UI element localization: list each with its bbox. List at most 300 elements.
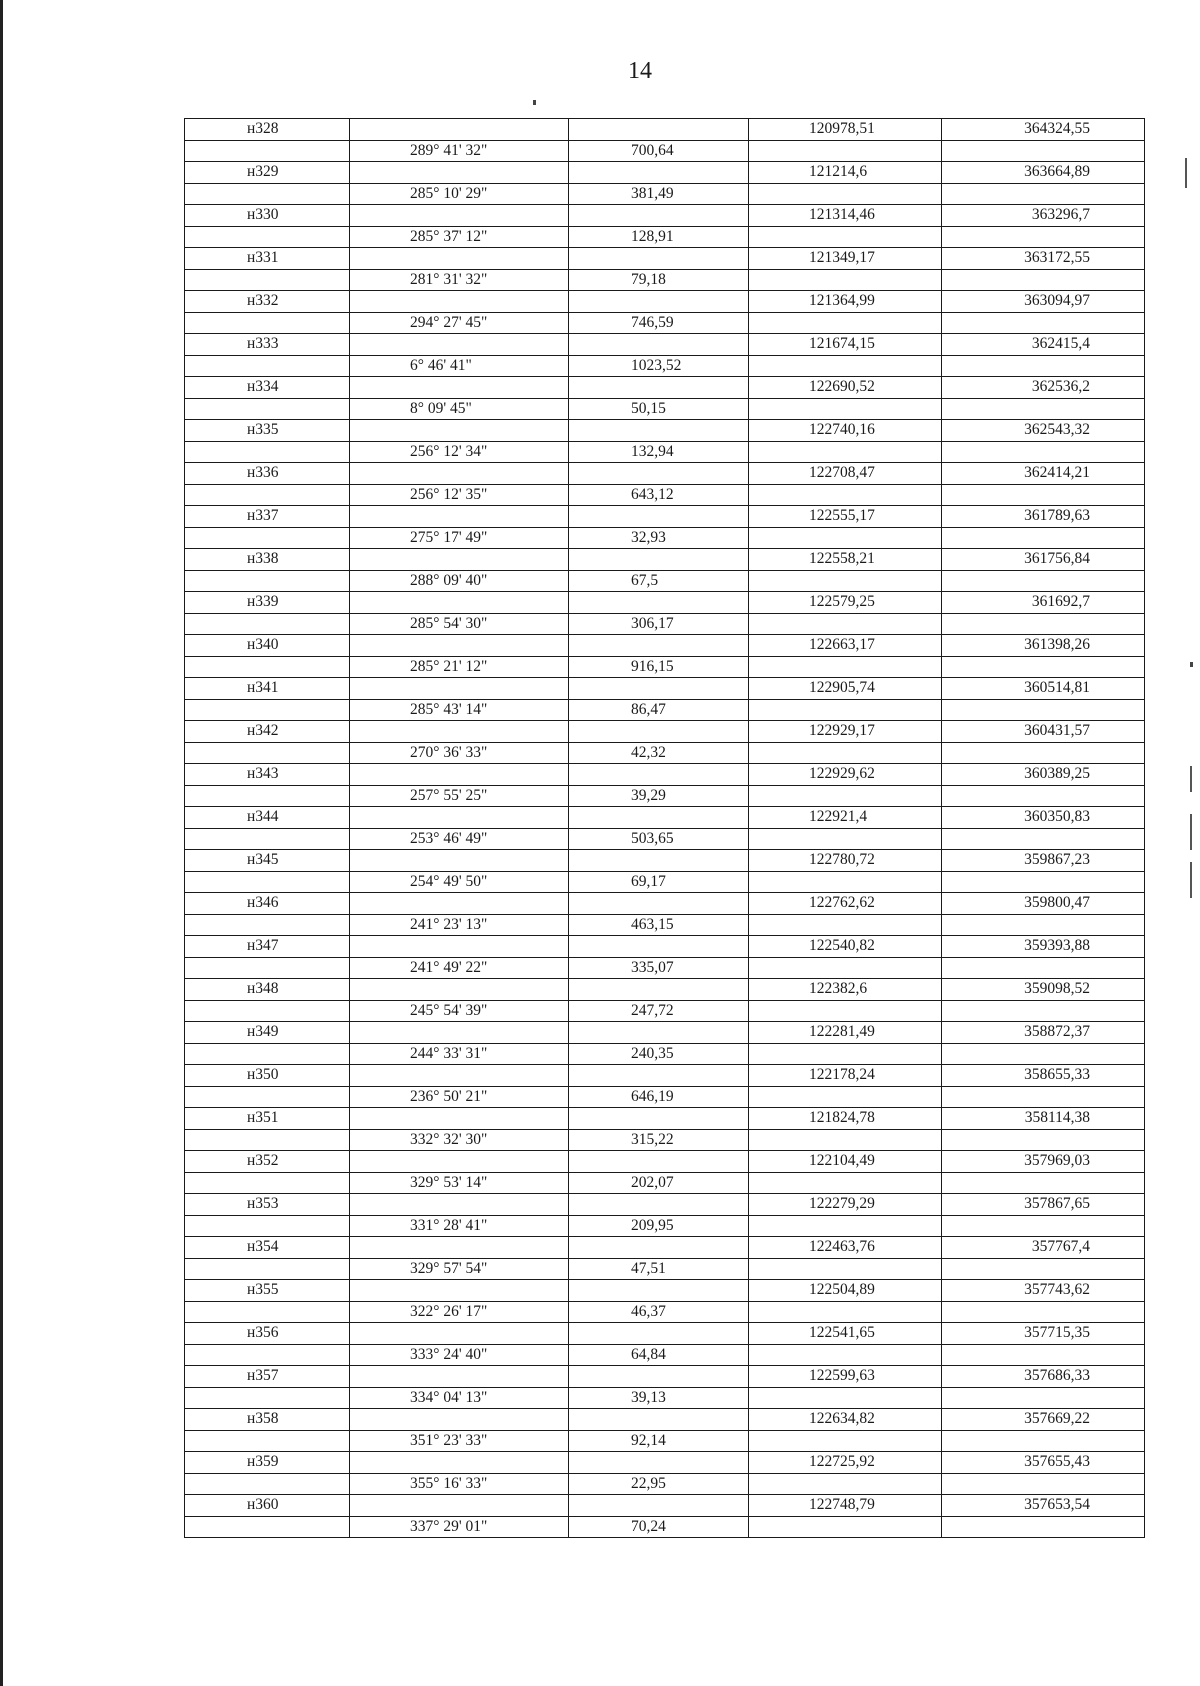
length-cell [569,721,749,743]
y-coordinate-cell [942,1000,1145,1022]
angle-cell [350,1452,569,1474]
y-coordinate-cell [942,1086,1145,1108]
point-cell [185,355,350,377]
y-coordinate-cell [942,226,1145,248]
length-cell [569,1409,749,1431]
length-cell [569,1366,749,1388]
angle-cell: 351° 23' 33" [350,1430,569,1452]
point-cell [185,613,350,635]
angle-cell [350,1194,569,1216]
y-coordinate-cell [942,1473,1145,1495]
angle-cell [350,1366,569,1388]
length-cell [569,936,749,958]
angle-cell: 8° 09' 45" [350,398,569,420]
segment-row [185,828,1145,850]
table-body [185,119,1145,1538]
x-coordinate-cell: 121349,17 [749,248,942,270]
segment-row [185,656,1145,678]
y-coordinate-cell [942,269,1145,291]
point-cell: н350 [185,1065,350,1087]
point-cell: н341 [185,678,350,700]
point-cell: н335 [185,420,350,442]
y-coordinate-cell: 357669,22 [942,1409,1145,1431]
angle-cell: 285° 43' 14" [350,699,569,721]
angle-cell: 270° 36' 33" [350,742,569,764]
x-coordinate-cell: 122178,24 [749,1065,942,1087]
point-cell [185,312,350,334]
segment-row [185,570,1145,592]
y-coordinate-cell [942,355,1145,377]
segment-row [185,1430,1145,1452]
segment-row [185,1301,1145,1323]
length-cell: 92,14 [569,1430,749,1452]
angle-cell [350,549,569,571]
point-cell: н338 [185,549,350,571]
y-coordinate-cell: 357655,43 [942,1452,1145,1474]
y-coordinate-cell: 363296,7 [942,205,1145,227]
length-cell: 381,49 [569,183,749,205]
point-cell [185,1129,350,1151]
segment-row [185,699,1145,721]
angle-cell [350,463,569,485]
y-coordinate-cell [942,312,1145,334]
angle-cell [350,1022,569,1044]
point-row [185,1452,1145,1474]
y-coordinate-cell [942,140,1145,162]
point-cell [185,957,350,979]
segment-row [185,871,1145,893]
x-coordinate-cell [749,613,942,635]
x-coordinate-cell: 122929,62 [749,764,942,786]
segment-row [185,1387,1145,1409]
point-row [185,1194,1145,1216]
point-cell [185,1301,350,1323]
y-coordinate-cell: 361398,26 [942,635,1145,657]
y-coordinate-cell: 359867,23 [942,850,1145,872]
angle-cell [350,119,569,141]
point-cell: н348 [185,979,350,1001]
x-coordinate-cell [749,527,942,549]
x-coordinate-cell: 121674,15 [749,334,942,356]
angle-cell: 337° 29' 01" [350,1516,569,1538]
point-cell: н342 [185,721,350,743]
point-row [185,936,1145,958]
y-coordinate-cell [942,398,1145,420]
length-cell: 1023,52 [569,355,749,377]
y-coordinate-cell [942,484,1145,506]
y-coordinate-cell: 361692,7 [942,592,1145,614]
angle-cell: 329° 57' 54" [350,1258,569,1280]
angle-cell [350,807,569,829]
x-coordinate-cell: 122663,17 [749,635,942,657]
length-cell: 503,65 [569,828,749,850]
length-cell [569,1151,749,1173]
length-cell: 79,18 [569,269,749,291]
y-coordinate-cell: 357653,54 [942,1495,1145,1517]
x-coordinate-cell [749,355,942,377]
angle-cell [350,678,569,700]
point-row [185,1280,1145,1302]
length-cell [569,764,749,786]
point-row [185,1409,1145,1431]
point-cell [185,484,350,506]
point-cell: н346 [185,893,350,915]
x-coordinate-cell [749,1129,942,1151]
x-coordinate-cell: 122634,82 [749,1409,942,1431]
x-coordinate-cell: 122540,82 [749,936,942,958]
y-coordinate-cell [942,441,1145,463]
coordinates-table [184,118,1145,1538]
point-cell [185,785,350,807]
point-row [185,291,1145,313]
segment-row [185,1516,1145,1538]
point-cell [185,656,350,678]
angle-cell [350,1108,569,1130]
point-cell: н354 [185,1237,350,1259]
length-cell [569,893,749,915]
point-cell [185,1215,350,1237]
x-coordinate-cell: 121364,99 [749,291,942,313]
x-coordinate-cell: 122104,49 [749,1151,942,1173]
point-row [185,1065,1145,1087]
angle-cell [350,979,569,1001]
length-cell: 47,51 [569,1258,749,1280]
x-coordinate-cell: 122558,21 [749,549,942,571]
length-cell: 50,15 [569,398,749,420]
angle-cell [350,1065,569,1087]
x-coordinate-cell [749,914,942,936]
point-row [185,506,1145,528]
point-row [185,1237,1145,1259]
angle-cell: 288° 09' 40" [350,570,569,592]
y-coordinate-cell: 357743,62 [942,1280,1145,1302]
length-cell: 335,07 [569,957,749,979]
y-coordinate-cell [942,570,1145,592]
point-row [185,1366,1145,1388]
angle-cell [350,1495,569,1517]
x-coordinate-cell [749,1043,942,1065]
point-cell [185,441,350,463]
x-coordinate-cell [749,1344,942,1366]
y-coordinate-cell [942,871,1145,893]
x-coordinate-cell: 121214,6 [749,162,942,184]
x-coordinate-cell: 122780,72 [749,850,942,872]
point-cell: н334 [185,377,350,399]
point-row [185,463,1145,485]
x-coordinate-cell [749,871,942,893]
y-coordinate-cell [942,1215,1145,1237]
segment-row [185,183,1145,205]
angle-cell: 254° 49' 50" [350,871,569,893]
angle-cell [350,334,569,356]
angle-cell: 332° 32' 30" [350,1129,569,1151]
angle-cell [350,377,569,399]
x-coordinate-cell: 122599,63 [749,1366,942,1388]
point-cell: н339 [185,592,350,614]
point-cell: н349 [185,1022,350,1044]
angle-cell [350,936,569,958]
y-coordinate-cell: 358872,37 [942,1022,1145,1044]
segment-row [185,441,1145,463]
y-coordinate-cell [942,785,1145,807]
y-coordinate-cell: 362414,21 [942,463,1145,485]
y-coordinate-cell [942,699,1145,721]
point-row [185,334,1145,356]
angle-cell [350,420,569,442]
y-coordinate-cell: 364324,55 [942,119,1145,141]
length-cell [569,119,749,141]
y-coordinate-cell [942,1430,1145,1452]
angle-cell [350,635,569,657]
y-coordinate-cell [942,1172,1145,1194]
point-cell [185,1516,350,1538]
angle-cell [350,1280,569,1302]
x-coordinate-cell: 122905,74 [749,678,942,700]
angle-cell [350,850,569,872]
y-coordinate-cell [942,828,1145,850]
length-cell: 39,29 [569,785,749,807]
scan-mark [1190,814,1192,850]
point-cell: н360 [185,1495,350,1517]
y-coordinate-cell: 363664,89 [942,162,1145,184]
y-coordinate-cell [942,914,1145,936]
point-cell: н331 [185,248,350,270]
angle-cell: 256° 12' 34" [350,441,569,463]
segment-row [185,355,1145,377]
point-cell [185,1258,350,1280]
length-cell: 39,13 [569,1387,749,1409]
point-cell [185,140,350,162]
scan-speck [1190,662,1193,667]
segment-row [185,785,1145,807]
angle-cell: 6° 46' 41" [350,355,569,377]
point-cell [185,1430,350,1452]
segment-row [185,398,1145,420]
length-cell: 22,95 [569,1473,749,1495]
angle-cell: 334° 04' 13" [350,1387,569,1409]
point-cell: н340 [185,635,350,657]
y-coordinate-cell: 358114,38 [942,1108,1145,1130]
angle-cell: 322° 26' 17" [350,1301,569,1323]
point-cell: н355 [185,1280,350,1302]
angle-cell [350,1237,569,1259]
length-cell [569,1495,749,1517]
scan-mark [1190,862,1192,898]
length-cell [569,592,749,614]
y-coordinate-cell [942,1516,1145,1538]
length-cell [569,291,749,313]
y-coordinate-cell [942,183,1145,205]
x-coordinate-cell [749,1258,942,1280]
x-coordinate-cell [749,656,942,678]
point-cell [185,742,350,764]
x-coordinate-cell: 122921,4 [749,807,942,829]
length-cell [569,807,749,829]
x-coordinate-cell: 122748,79 [749,1495,942,1517]
point-cell [185,226,350,248]
point-row [185,807,1145,829]
angle-cell: 241° 49' 22" [350,957,569,979]
angle-cell [350,1151,569,1173]
angle-cell [350,893,569,915]
angle-cell: 333° 24' 40" [350,1344,569,1366]
x-coordinate-cell [749,1086,942,1108]
point-row [185,1151,1145,1173]
x-coordinate-cell [749,957,942,979]
segment-row [185,1043,1145,1065]
angle-cell: 244° 33' 31" [350,1043,569,1065]
page-number: 14 [628,58,652,84]
angle-cell [350,291,569,313]
length-cell: 86,47 [569,699,749,721]
angle-cell: 285° 21' 12" [350,656,569,678]
point-cell [185,1387,350,1409]
angle-cell: 294° 27' 45" [350,312,569,334]
length-cell [569,678,749,700]
y-coordinate-cell: 359393,88 [942,936,1145,958]
point-cell: н337 [185,506,350,528]
point-cell: н347 [185,936,350,958]
length-cell: 643,12 [569,484,749,506]
point-cell: н351 [185,1108,350,1130]
x-coordinate-cell [749,183,942,205]
point-cell [185,1000,350,1022]
point-row [185,764,1145,786]
angle-cell [350,1323,569,1345]
point-cell: н356 [185,1323,350,1345]
length-cell [569,979,749,1001]
x-coordinate-cell [749,1516,942,1538]
length-cell [569,1323,749,1345]
x-coordinate-cell [749,1430,942,1452]
x-coordinate-cell: 120978,51 [749,119,942,141]
y-coordinate-cell: 360514,81 [942,678,1145,700]
point-cell: н345 [185,850,350,872]
angle-cell [350,764,569,786]
length-cell: 247,72 [569,1000,749,1022]
y-coordinate-cell: 359800,47 [942,893,1145,915]
point-row [185,721,1145,743]
point-row [185,119,1145,141]
y-coordinate-cell [942,1129,1145,1151]
point-cell: н333 [185,334,350,356]
y-coordinate-cell: 357715,35 [942,1323,1145,1345]
length-cell [569,205,749,227]
point-row [185,1022,1145,1044]
angle-cell [350,592,569,614]
segment-row [185,1000,1145,1022]
length-cell [569,635,749,657]
y-coordinate-cell [942,656,1145,678]
point-cell: н329 [185,162,350,184]
point-cell: н357 [185,1366,350,1388]
y-coordinate-cell: 358655,33 [942,1065,1145,1087]
scan-edge [0,0,3,1686]
y-coordinate-cell: 362543,32 [942,420,1145,442]
point-row [185,678,1145,700]
length-cell: 315,22 [569,1129,749,1151]
x-coordinate-cell [749,1301,942,1323]
point-cell: н328 [185,119,350,141]
x-coordinate-cell [749,1000,942,1022]
y-coordinate-cell: 357867,65 [942,1194,1145,1216]
angle-cell: 355° 16' 33" [350,1473,569,1495]
length-cell [569,463,749,485]
x-coordinate-cell: 122504,89 [749,1280,942,1302]
x-coordinate-cell: 122579,25 [749,592,942,614]
segment-row [185,1258,1145,1280]
segment-row [185,1344,1145,1366]
x-coordinate-cell: 121314,46 [749,205,942,227]
length-cell: 128,91 [569,226,749,248]
y-coordinate-cell: 361789,63 [942,506,1145,528]
x-coordinate-cell [749,226,942,248]
x-coordinate-cell: 122740,16 [749,420,942,442]
y-coordinate-cell: 360350,83 [942,807,1145,829]
point-row [185,979,1145,1001]
angle-cell [350,721,569,743]
x-coordinate-cell [749,1473,942,1495]
x-coordinate-cell [749,312,942,334]
x-coordinate-cell: 122382,6 [749,979,942,1001]
point-cell: н332 [185,291,350,313]
point-cell: н358 [185,1409,350,1431]
length-cell: 42,32 [569,742,749,764]
point-cell [185,183,350,205]
angle-cell: 241° 23' 13" [350,914,569,936]
point-row [185,893,1145,915]
point-cell [185,269,350,291]
segment-row [185,1086,1145,1108]
x-coordinate-cell [749,742,942,764]
x-coordinate-cell [749,828,942,850]
segment-row [185,484,1145,506]
length-cell: 916,15 [569,656,749,678]
length-cell: 240,35 [569,1043,749,1065]
length-cell [569,420,749,442]
length-cell: 646,19 [569,1086,749,1108]
y-coordinate-cell: 360389,25 [942,764,1145,786]
segment-row [185,1129,1145,1151]
angle-cell [350,1409,569,1431]
point-cell [185,398,350,420]
segment-row [185,957,1145,979]
segment-row [185,1215,1145,1237]
y-coordinate-cell [942,1043,1145,1065]
length-cell [569,1065,749,1087]
point-cell [185,699,350,721]
length-cell: 202,07 [569,1172,749,1194]
y-coordinate-cell: 357767,4 [942,1237,1145,1259]
x-coordinate-cell: 122690,52 [749,377,942,399]
angle-cell: 245° 54' 39" [350,1000,569,1022]
y-coordinate-cell [942,1387,1145,1409]
x-coordinate-cell [749,398,942,420]
point-row [185,248,1145,270]
angle-cell: 331° 28' 41" [350,1215,569,1237]
segment-row [185,312,1145,334]
length-cell: 746,59 [569,312,749,334]
scan-mark [1185,158,1187,188]
angle-cell [350,248,569,270]
x-coordinate-cell: 122725,92 [749,1452,942,1474]
segment-row [185,742,1145,764]
length-cell [569,162,749,184]
point-cell: н343 [185,764,350,786]
point-row [185,1108,1145,1130]
length-cell [569,248,749,270]
y-coordinate-cell [942,742,1145,764]
